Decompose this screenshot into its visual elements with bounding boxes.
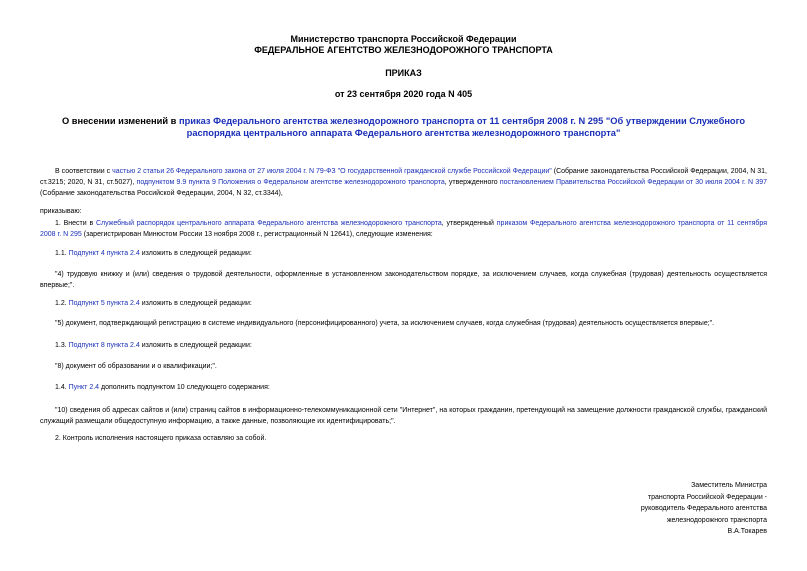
item-1 <box>40 218 767 240</box>
quote-1-2: "5) документ, подтверждающий регистрацию в системе индивидуального (персонифицированного) учета, за исключением случаев, когда служебная (трудовая) деятельность осуществляется впервые;". <box>55 320 715 327</box>
sub12-rest: изложить в следующей редакции: <box>139 300 252 307</box>
signature-line-1: Заместитель Министра <box>691 482 767 489</box>
signature-line-4: железнодорожного транспорта <box>666 516 767 524</box>
item1-link-order[interactable]: приказом Федерального агентства железнодорожного транспорта от 11 сентября 2008 г. N 295 <box>40 220 767 238</box>
quote-1-3: "8) документ об образовании и о квалификации;". <box>55 363 217 370</box>
sub13-rest: изложить в следующей редакции: <box>139 342 252 349</box>
subitem-1-3 <box>55 342 252 349</box>
ministry-name: Министерство транспорта Российской Федерации <box>290 34 517 44</box>
title-link[interactable]: приказ Федерального агентства железнодорожного транспорта от 11 сентября 2008 г. N 295 "Об утверждении Служебного распорядка центрального аппарата Федерального агентства железнодорожного транспорта" <box>178 116 746 138</box>
doc-type: ПРИКАЗ <box>385 68 422 78</box>
sub12-link[interactable]: Подпункт 5 пункта 2.4 <box>68 300 140 307</box>
sub14-num: 1.4. <box>55 384 69 391</box>
agency-name: ФЕДЕРАЛЬНОЕ АГЕНТСТВО ЖЕЛЕЗНОДОРОЖНОГО ТРАНСПОРТА <box>254 45 553 55</box>
preamble-text-2: (Собрание законодательства Российской Федерации, 2004, N 31, ст.3215; 2020, N 31, ст.5027), <box>40 168 767 186</box>
doc-date: от 23 сентября 2020 года N 405 <box>334 89 473 99</box>
preamble-text-4: (Собрание законодательства Российской Федерации, 2004, N 32, ст.3344), <box>40 190 283 197</box>
item-2: 2. Контроль исполнения настоящего приказа оставляю за собой. <box>55 435 267 442</box>
preamble-link-regulation[interactable]: подпунктом 9.9 пункта 9 Положения о Федеральном агентстве железнодорожного транспорта <box>136 179 445 186</box>
signature-line-3: руководитель Федерального агентства <box>640 505 767 512</box>
item1-text-1: 1. Внести в <box>55 220 96 227</box>
signature-block <box>547 480 767 538</box>
item1-link-rules[interactable]: Служебный распорядок центрального аппарата Федерального агентства железнодорожного транспорта <box>95 220 442 227</box>
preamble <box>40 166 767 199</box>
sub14-link[interactable]: Пункт 2.4 <box>68 384 100 391</box>
preamble-link-resolution[interactable]: постановлением Правительства Российской Федерации от 30 июля 2004 г. N 397 <box>499 179 767 186</box>
sub11-link[interactable]: Подпункт 4 пункта 2.4 <box>68 250 140 257</box>
preamble-text-3: , утвержденного <box>444 179 500 186</box>
quote-1-1: "4) трудовую книжку и (или) сведения о трудовой деятельности, оформленные в установленном законодательством порядке, за исключением случаев, когда служебная (трудовая) деятельность осуществляется впервые;". <box>40 271 767 289</box>
sub11-num: 1.1. <box>55 250 69 257</box>
preamble-text-1: В соответствии с <box>55 168 113 175</box>
title-prefix: О внесении изменений в <box>61 116 179 126</box>
preamble-link-law[interactable]: частью 2 статьи 26 Федерального закона от 27 июля 2004 г. N 79-ФЗ "О государственной гражданской службе Российской Федерации" <box>112 168 552 175</box>
item1-text-2: , утвержденный <box>441 220 497 227</box>
sub13-num: 1.3. <box>55 342 69 349</box>
subitem-1-2 <box>55 300 252 307</box>
subitem-1-1 <box>55 250 252 257</box>
prikazyvayu: приказываю: <box>40 208 82 215</box>
sub12-num: 1.2. <box>55 300 69 307</box>
sub14-rest: дополнить подпунктом 10 следующего содержания: <box>99 384 270 391</box>
item1-text-3: (зарегистрирован Минюстом России 13 ноября 2008 г., регистрационный N 12641), следующие изменения: <box>81 231 433 238</box>
quote-1-4: "10) сведения об адресах сайтов и (или) страниц сайтов в информационно-телекоммуникационной сети "Интернет", на которых гражданин, претендующий на замещение должности гражданской службы, гражданский служащий размещали общедоступную информацию, а также данные, позволяющие их идентифицировать;". <box>40 407 767 425</box>
sub13-link[interactable]: Подпункт 8 пункта 2.4 <box>68 342 140 349</box>
signature-line-2: транспорта Российской Федерации - <box>647 493 767 501</box>
sub11-rest: изложить в следующей редакции: <box>139 250 252 257</box>
doc-title <box>40 115 767 139</box>
signature-name: В.А.Токарев <box>727 528 767 535</box>
subitem-1-4 <box>55 384 270 391</box>
